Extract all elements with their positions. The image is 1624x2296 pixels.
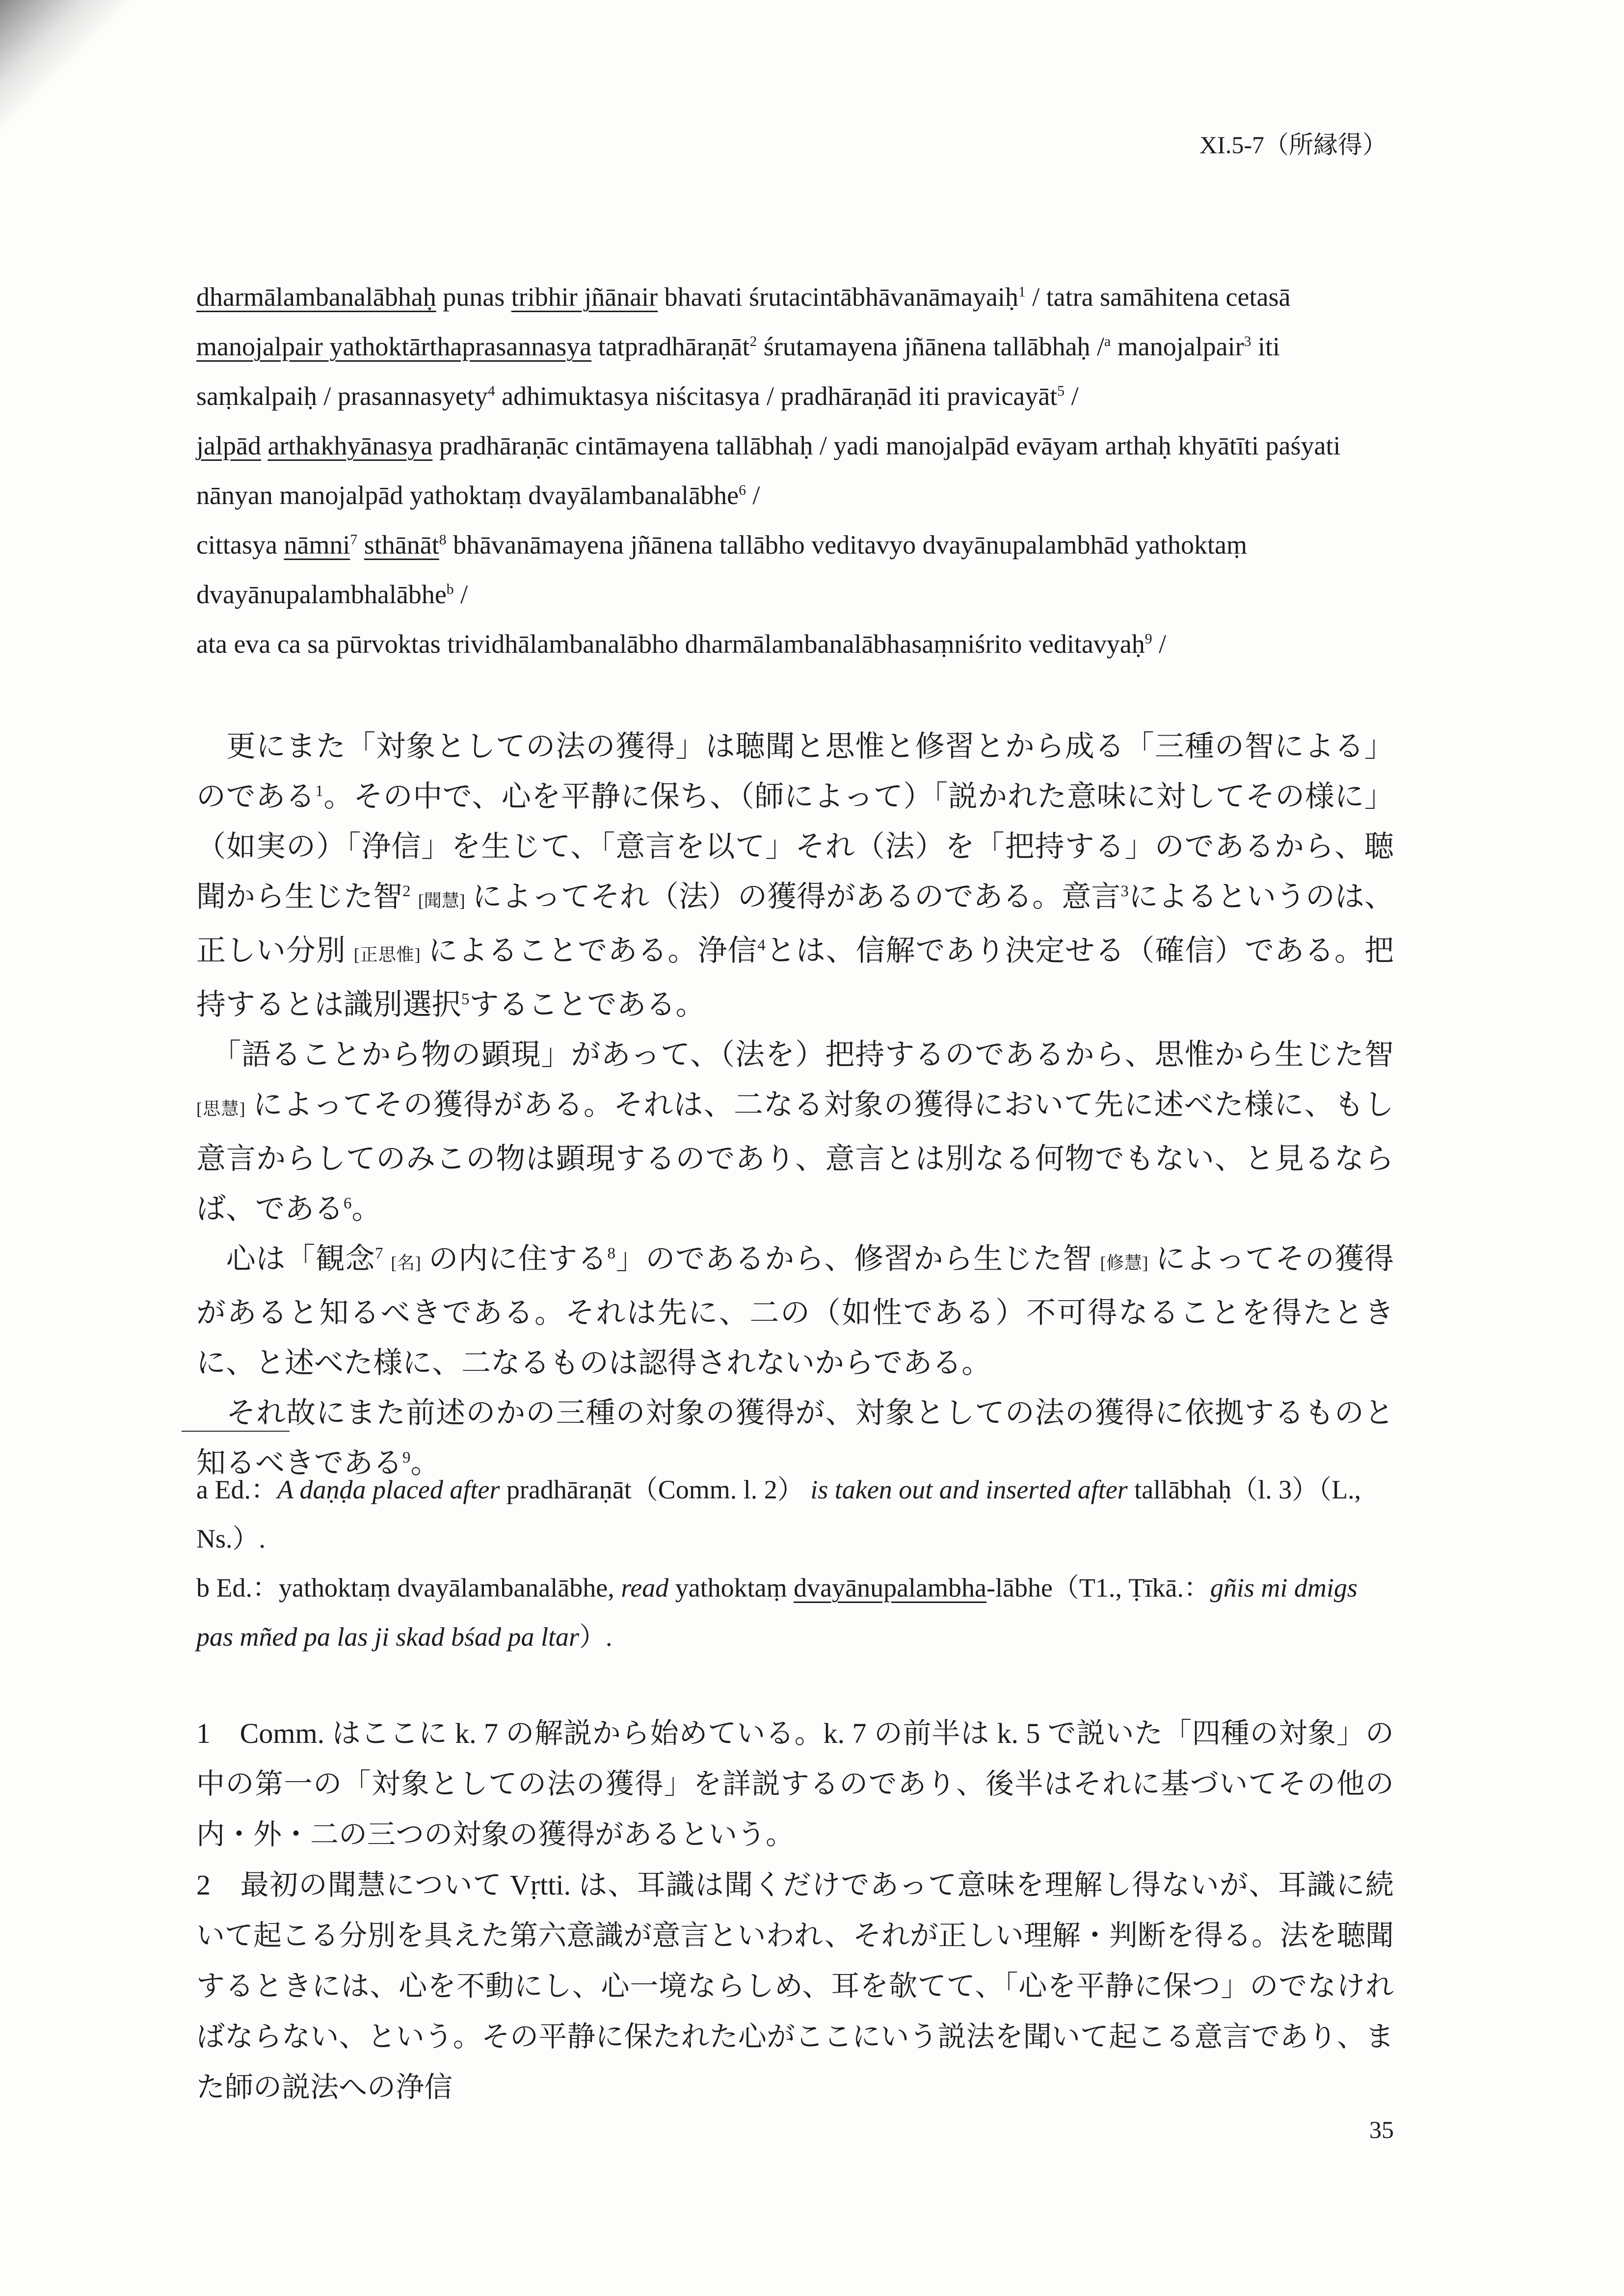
text-run: -lābhe（T1., Ṭīkā.： [986, 1573, 1210, 1602]
footnote-ref: 9 [402, 1449, 411, 1467]
text-run: yathoktaṃ [668, 1573, 794, 1602]
text-run: pradhāraṇāt（Comm. l. 2） [500, 1475, 811, 1504]
underlined-term: dvayānupalambha [794, 1573, 987, 1602]
sanskrit-text [196, 272, 1394, 669]
sanskrit-line [196, 570, 1394, 619]
text-run: することである。 [469, 988, 705, 1021]
footnote-ref: 1 [1018, 284, 1026, 300]
italic-run: read [621, 1573, 669, 1602]
italic-run: A daṇḍa placed after [277, 1475, 500, 1504]
gloss-bracket: [修慧] [1100, 1253, 1148, 1273]
text-run: 。 [351, 1193, 381, 1225]
footnote-ref: 9 [1145, 631, 1152, 647]
editorial-notes [196, 1465, 1394, 1661]
footnote-1: 1 Comm. はここに k. 7 の解説から始めている。k. 7 の前半は k. 5 で説いた「四種の対象」の中の第一の「対象としての法の獲得」を詳説するのであり、後半はそれに基づいてその他の内・外・二の三つの対象の獲得があるという。 [196, 1717, 1394, 1850]
sanskrit-line [196, 372, 1394, 421]
sanskrit-line [196, 520, 1394, 570]
japanese-translation [196, 721, 1394, 1488]
text-run: によってその獲得があると知るべきである。それは先に、二の（如性である）不可得なることを得たときに、と述べた様に、二なるものは認得されないからである。 [196, 1243, 1394, 1379]
footnote-ref: 4 [757, 936, 766, 954]
italic-run: gñis mi dmigs pas mñed pa las ji skad bśad pa ltar [196, 1573, 1358, 1652]
editorial-note-a [196, 1465, 1394, 1563]
text-run: とは、信解であり決定せる（確信）である。把持するとは識別選択 [196, 934, 1394, 1021]
text-run: 「語ることから物の顕現」があって、（法を）把持するのであるから、思惟から生じた智 [226, 1039, 1394, 1071]
text-run: cittasya [196, 530, 284, 560]
text-run: によることである。浄信 [420, 934, 758, 967]
editorial-note-b [196, 1563, 1394, 1661]
text-run: bhavati śrutacintābhāvanāmayaiḥ [658, 282, 1018, 312]
text-run: / tatra samāhitena cetasā [1025, 282, 1291, 312]
text-run: 更にまた「対象としての法の獲得」は聴聞と思惟と修習とから成る「三種の智による」のである [196, 730, 1394, 813]
gloss-bracket: [思慧] [196, 1099, 245, 1119]
text-run: nānyan manojalpād yathoktaṃ dvayālambanalābhe [196, 481, 739, 510]
footnote-ref: 5 [1057, 383, 1065, 399]
text-run [383, 1243, 391, 1275]
text-run: manojalpair [1111, 332, 1244, 361]
underlined-term: tribhir jñānair [511, 282, 658, 312]
text-run: iti [1251, 332, 1280, 361]
text-run: / [453, 580, 468, 609]
text-run: それ故にまた前述のかの三種の対象の獲得が、対象としての法の獲得に依拠するものと知るべきである [196, 1397, 1394, 1479]
text-run: / [745, 481, 760, 510]
underlined-term: nāmni [284, 530, 350, 560]
text-run: a Ed.： [196, 1475, 277, 1504]
footnote-ref: 8 [439, 532, 447, 548]
sanskrit-line [196, 471, 1394, 520]
editorial-ref: b [446, 582, 454, 597]
text-run: / [1065, 381, 1079, 411]
text-run: śrutamayena jñānena tallābhaḥ / [757, 332, 1105, 361]
underlined-term: dharmālambanalābhaḥ [196, 282, 436, 312]
text-run: ata eva ca sa pūrvoktas trividhālambanalābho dharmālambanalābhasaṃniśrito veditavyaḥ [196, 629, 1145, 659]
footnote-ref: 6 [739, 482, 746, 498]
text-run [411, 881, 418, 913]
italic-run: is taken out and inserted after [810, 1475, 1128, 1504]
text-run [357, 530, 364, 560]
text-run: によるというのは、正しい分別 [196, 881, 1394, 967]
text-run: adhimuktasya niścitasya / pradhāraṇād iti pravicayāt [495, 381, 1058, 411]
footnote-ref: 2 [402, 882, 411, 900]
text-run: bhāvanāmayena jñānena tallābho veditavyo dvayānupalambhād yathoktaṃ [446, 530, 1247, 560]
footnotes [196, 1708, 1394, 2112]
footnote-separator [182, 1431, 290, 1432]
translation-paragraph [196, 1234, 1394, 1388]
gloss-bracket: [名] [391, 1253, 421, 1273]
text-run [261, 431, 268, 460]
footnote-ref: 3 [1244, 334, 1251, 349]
translation-paragraph [196, 1030, 1394, 1234]
footnote-ref: 2 [749, 334, 757, 349]
footnote-ref: 3 [1120, 882, 1129, 900]
sanskrit-line [196, 322, 1394, 372]
text-run: tallābhaḥ（l. 3）（L., Ns.）. [196, 1475, 1361, 1553]
text-run: によってその獲得がある。それは、二なる対象の獲得において先に述べた様に、もし意言からしてのみこの物は顕現するのであり、意言とは別なる何物でもない、と見るならば、である [196, 1089, 1394, 1225]
text-run: 」のであるから、修習から生じた智 [615, 1243, 1100, 1275]
translation-paragraph [196, 721, 1394, 1030]
text-run: pradhāraṇāc cintāmayena tallābhaḥ / yadi manojalpād evāyam arthaḥ khyātīti paśyati [432, 431, 1341, 460]
scan-shadow [0, 0, 162, 162]
footnote-ref: 8 [607, 1245, 616, 1262]
footnote-2: 2 最初の聞慧について Vṛtti. は、耳識は聞くだけであって意味を理解し得ないが、耳識に続いて起こる分別を具えた第六意識が意言といわれ、それが正しい理解・判断を得る。法を聴聞するときには、心を不動にし、心一境ならしめ、耳を欹てて、「心を平静に保つ」のでなければならない、という。その平静に保たれた心がここにいう説法を聞いて起こる意言であり、また師の説法への浄信 [196, 1869, 1394, 2103]
sanskrit-line [196, 272, 1394, 322]
text-run: dvayānupalambhalābhe [196, 580, 447, 609]
underlined-term: jalpād [196, 431, 261, 460]
text-run: ）. [579, 1622, 612, 1652]
text-run: b Ed.：yathoktaṃ dvayālambanalābhe, [196, 1573, 621, 1602]
underlined-term: manojalpair yathoktārthaprasannasya [196, 332, 592, 361]
sanskrit-line [196, 619, 1394, 669]
footnote-ref: 6 [344, 1195, 352, 1212]
text-run: によってそれ（法）の獲得があるのである。意言 [465, 881, 1121, 913]
text-run: 心は「観念 [226, 1243, 375, 1275]
footnote-ref: 4 [487, 383, 495, 399]
page-number: 35 [1369, 2116, 1394, 2143]
running-head: XI.5-7（所縁得） [1199, 131, 1387, 159]
editorial-ref: a [1104, 334, 1111, 349]
footnote-ref: 5 [461, 990, 470, 1008]
underlined-term: sthānāt [364, 530, 439, 560]
text-run: 。 [410, 1447, 440, 1479]
text-run: の内に住する [421, 1243, 608, 1275]
footnote-ref: 1 [315, 782, 323, 800]
footnote-ref: 7 [350, 532, 358, 548]
footnote-ref: 7 [375, 1245, 383, 1262]
text-run: tatpradhāraṇāt [591, 332, 750, 361]
text-run: punas [436, 282, 511, 312]
text-run: saṃkalpaiḥ / prasannasyety [196, 381, 488, 411]
gloss-bracket: [正思惟] [353, 945, 421, 964]
sanskrit-line [196, 421, 1394, 471]
underlined-term: arthakhyānasya [267, 431, 433, 460]
text-run: 。その中で、心を平静に保ち、（師によって）「説かれた意味に対してその様に」（如実の）「浄信」を生じて、「意言を以て」それ（法）を「把持する」のであるから、聴聞から生じた智 [196, 780, 1394, 913]
gloss-bracket: [聞慧] [418, 891, 465, 910]
text-run: / [1152, 629, 1167, 659]
